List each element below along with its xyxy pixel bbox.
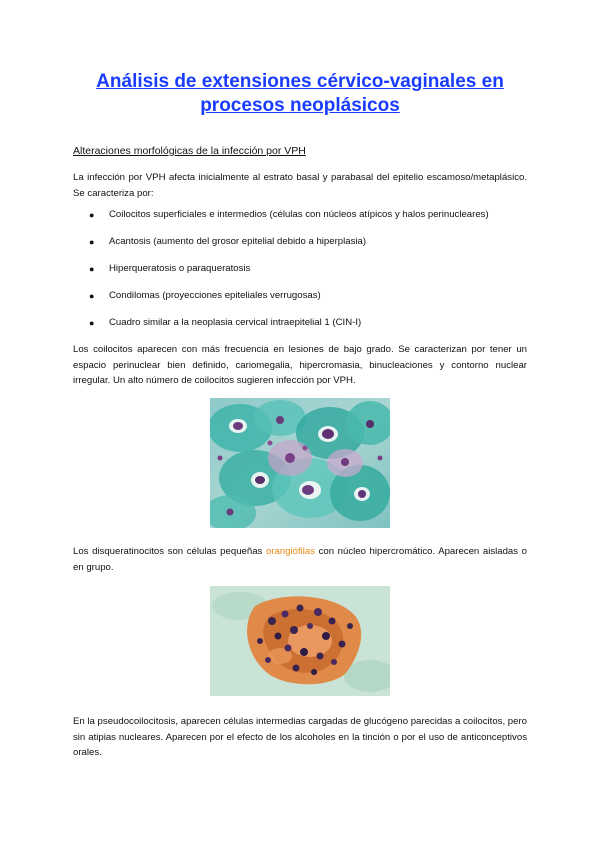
- bullet-icon: ●: [89, 318, 95, 328]
- intro-paragraph: La infección por VPH afecta inicialmente al estrato basal y parabasal del epitelio escamoso/metaplásico. Se caracteriza por:: [73, 172, 527, 199]
- list-item: [73, 316, 527, 343]
- list-item-text: Hiperqueratosis o paraqueratosis: [109, 263, 251, 274]
- list-item-text: Condilomas (proyecciones epiteliales verrugosas): [109, 290, 321, 301]
- list-item: [73, 235, 527, 262]
- list-item: [73, 208, 527, 235]
- bullet-icon: ●: [89, 237, 95, 247]
- dyskeratocytes-text-start: Los disqueratinocitos son células pequeñas: [73, 546, 266, 557]
- bullet-icon: ●: [89, 210, 95, 220]
- list-item: [73, 262, 527, 289]
- dyskeratocytes-micrograph: [210, 586, 390, 696]
- bullet-icon: ●: [89, 291, 95, 301]
- document-title: Análisis de extensiones cérvico-vaginales en procesos neoplásicos: [96, 71, 504, 116]
- koilocytes-paragraph: Los coilocitos aparecen con más frecuencia en lesiones de bajo grado. Se caracterizan por tener un espacio perinuclear bien definido, cariomegalia, hipercromasia, binucleaciones y contorno nuclear irregular. Un alto número de coilocitos sugieren infección por VPH.: [73, 344, 527, 386]
- dyskeratocytes-text-end: con núcleo hipercromático. Aparecen aisladas o en grupo.: [73, 546, 527, 573]
- highlighted-term: orangiófilas: [265, 546, 316, 557]
- pseudokoilocytosis-paragraph: En la pseudocoilocitosis, aparecen células intermedias cargadas de glucógeno parecidas a coilocitos, pero sin atipias nucleares. Aparecen por el efecto de los alcoholes en la tinción o por el uso de anticonceptivos orales.: [73, 716, 527, 758]
- list-item-text: Cuadro similar a la neoplasia cervical intraepitelial 1 (CIN-I): [109, 317, 362, 328]
- section-subheading: Alteraciones morfológicas de la infección por VPH: [73, 145, 306, 157]
- list-item-text: Acantosis (aumento del grosor epitelial debido a hiperplasia): [109, 236, 367, 247]
- koilocytes-micrograph: [210, 398, 390, 528]
- features-list: [73, 208, 527, 343]
- list-item-text: Coilocitos superficiales e intermedios (células con núcleos atípicos y halos perinucleares): [109, 209, 489, 220]
- list-item: [73, 289, 527, 316]
- bullet-icon: ●: [89, 264, 95, 274]
- dyskeratocytes-paragraph: [73, 544, 527, 575]
